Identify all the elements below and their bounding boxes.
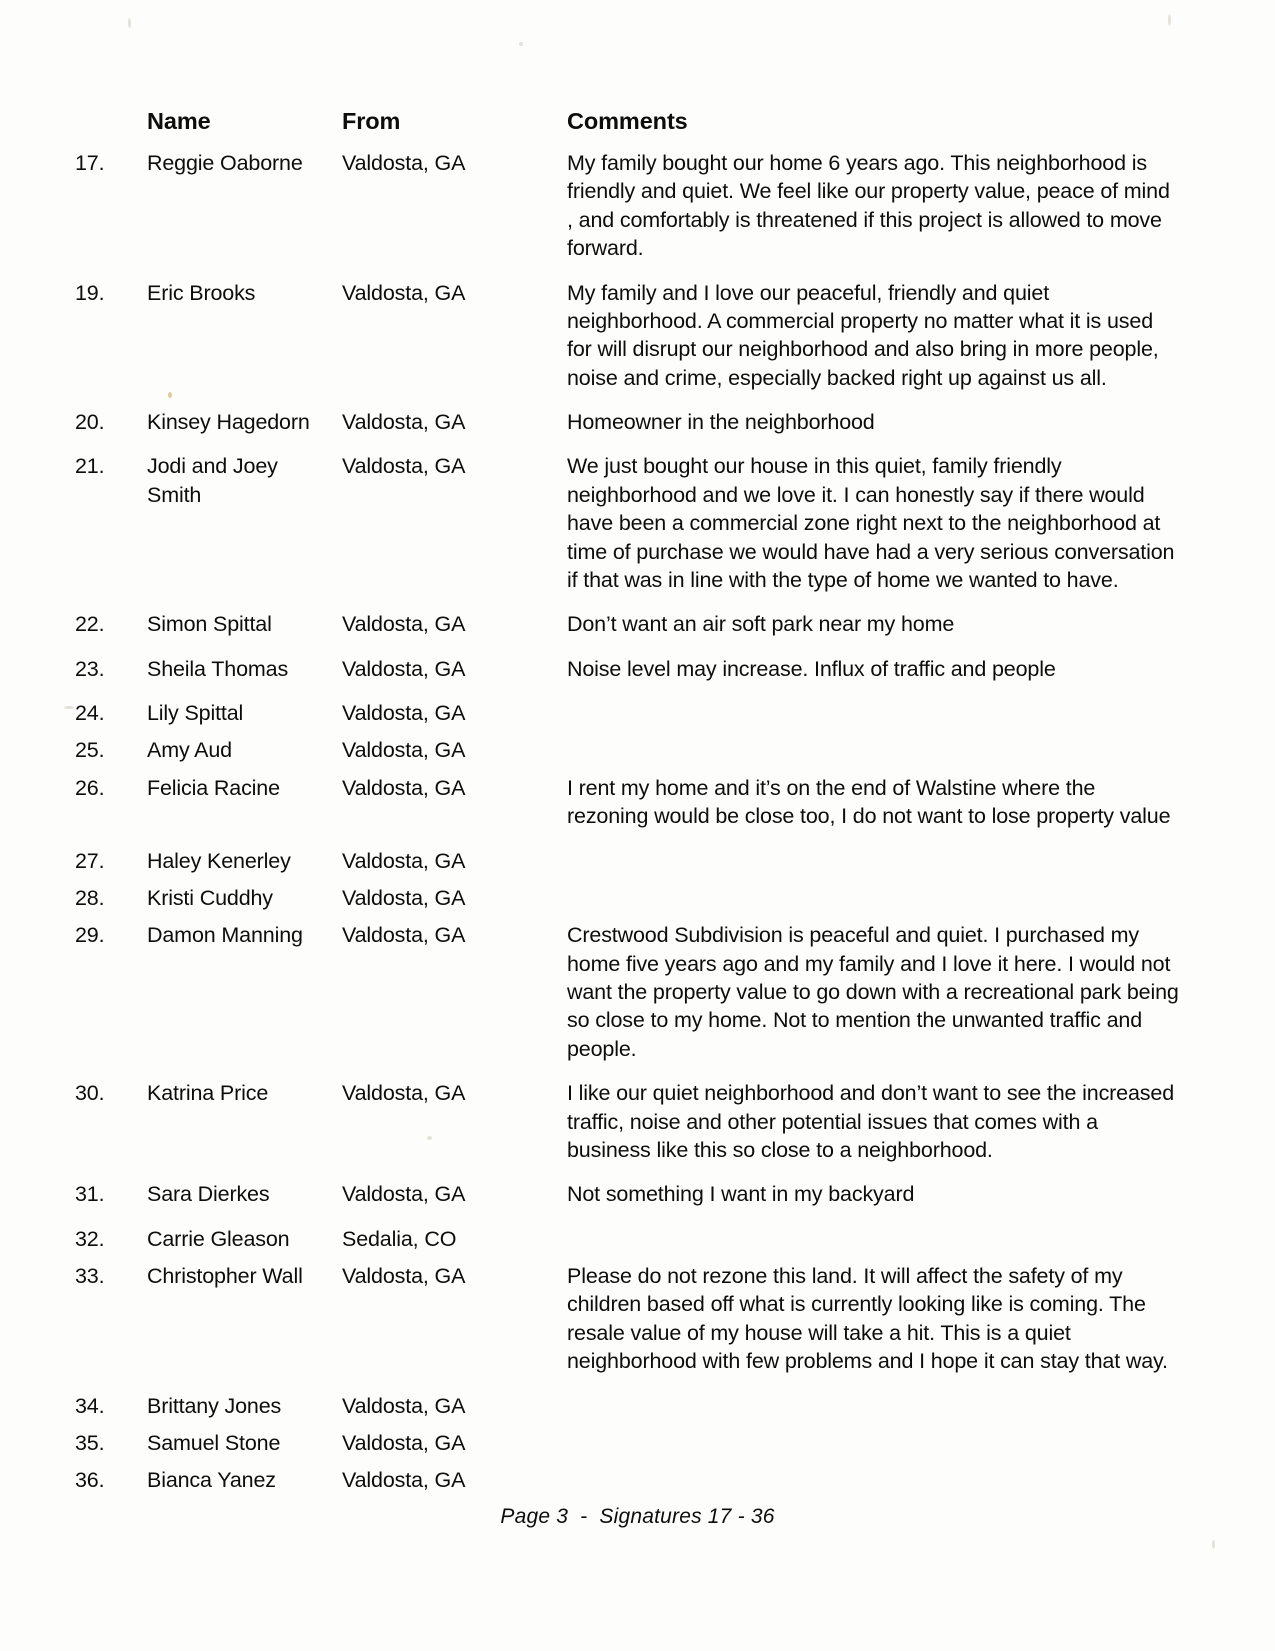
row-comment — [567, 847, 1185, 884]
scan-speck — [64, 706, 74, 709]
row-name: Simon Spittal — [147, 612, 272, 637]
row-from: Valdosta, GA — [342, 151, 466, 175]
row-name: Felicia Racine — [147, 775, 280, 800]
row-name: Sheila Thomas — [147, 656, 289, 681]
row-number: 24. — [75, 701, 105, 725]
row-name: Christopher Wall — [147, 1264, 303, 1288]
row-from: Valdosta, GA — [342, 656, 466, 681]
row-number: 32. — [75, 1226, 105, 1251]
row-from: Valdosta, GA — [342, 738, 466, 763]
row-comment — [567, 736, 1185, 773]
table-row — [75, 1180, 1185, 1224]
table-row — [75, 408, 1185, 452]
row-comment — [567, 884, 1185, 921]
column-header-number — [75, 108, 147, 149]
row-comment: My family bought our home 6 years ago. This neighborhood is friendly and quiet. We feel like our property value, peace of mind , and comfortably is threatened if this project is allowed to move forward. — [567, 151, 1170, 261]
page-footer — [0, 1505, 1275, 1529]
row-from: Valdosta, GA — [342, 923, 466, 948]
row-name: Reggie Oaborne — [147, 151, 303, 175]
row-comment: I like our quiet neighborhood and don’t want to see the increased traffic, noise and other potential issues that comes with a business like this so close to a neighborhood. — [567, 1081, 1175, 1162]
table-row — [75, 1392, 1185, 1429]
table-row — [75, 279, 1185, 409]
row-from: Valdosta, GA — [342, 1264, 466, 1288]
row-from: Sedalia, CO — [342, 1226, 457, 1251]
row-from: Valdosta, GA — [342, 848, 466, 873]
row-comment: Homeowner in the neighborhood — [567, 410, 875, 434]
row-from: Valdosta, GA — [342, 454, 466, 479]
row-name: Amy Aud — [147, 738, 232, 763]
row-number: 21. — [75, 454, 105, 479]
table-row — [75, 1079, 1185, 1180]
row-number: 34. — [75, 1393, 105, 1418]
row-number: 27. — [75, 848, 105, 873]
table-row — [75, 1429, 1185, 1466]
row-comment — [567, 1392, 1185, 1429]
row-number: 25. — [75, 738, 105, 763]
row-comment — [567, 1429, 1185, 1466]
row-from: Valdosta, GA — [342, 1182, 466, 1207]
row-comment: I rent my home and it’s on the end of Walstine where the rezoning would be close too, I do not want to lose property value — [567, 775, 1171, 829]
row-number: 30. — [75, 1081, 105, 1106]
row-number: 36. — [75, 1468, 105, 1493]
row-name: Samuel Stone — [147, 1430, 281, 1455]
row-number: 35. — [75, 1430, 105, 1455]
row-number: 29. — [75, 923, 105, 948]
row-name: Katrina Price — [147, 1081, 269, 1106]
row-comment: Don’t want an air soft park near my home — [567, 612, 955, 637]
footer-range-label: Signatures 17 - 36 — [599, 1505, 775, 1528]
row-number: 33. — [75, 1264, 105, 1288]
table-row — [75, 655, 1185, 699]
row-comment — [567, 1466, 1185, 1503]
row-number: 23. — [75, 656, 105, 681]
column-header-comments: Comments — [567, 108, 688, 134]
table-row — [75, 1262, 1185, 1392]
row-from: Valdosta, GA — [342, 775, 466, 800]
table-row — [75, 149, 1185, 279]
row-from: Valdosta, GA — [342, 1430, 466, 1455]
row-name: Kinsey Hagedorn — [147, 410, 310, 434]
signature-table — [75, 108, 1185, 1504]
row-number: 31. — [75, 1182, 105, 1207]
table-row — [75, 847, 1185, 884]
table-row — [75, 921, 1185, 1079]
row-comment: Crestwood Subdivision is peaceful and quiet. I purchased my home five years ago and my family and I love it here. I would not want the property value to go down with a recreational park being so close to my home. Not to mention the unwanted traffic and people. — [567, 923, 1179, 1061]
row-from: Valdosta, GA — [342, 612, 466, 637]
footer-page-label: Page 3 — [500, 1505, 569, 1528]
signature-table-body — [75, 149, 1185, 1504]
table-row — [75, 1225, 1185, 1262]
row-comment — [567, 699, 1185, 736]
table-header-row — [75, 108, 1185, 149]
row-name: Damon Manning — [147, 923, 303, 948]
row-number: 20. — [75, 410, 105, 434]
row-name: Jodi and Joey Smith — [147, 454, 278, 507]
table-row — [75, 452, 1185, 610]
row-comment: Please do not rezone this land. It will affect the safety of my children based off what is currently looking like is coming. The resale value of my house will take a hit. This is a quiet neighborhood with few problems and I hope it can stay that way. — [567, 1264, 1168, 1374]
table-row — [75, 736, 1185, 773]
table-row — [75, 1466, 1185, 1503]
row-number: 19. — [75, 280, 105, 305]
column-header-name: Name — [147, 108, 211, 134]
row-from: Valdosta, GA — [342, 701, 466, 725]
row-from: Valdosta, GA — [342, 410, 466, 434]
row-number: 22. — [75, 612, 105, 637]
row-name: Eric Brooks — [147, 280, 256, 305]
table-row — [75, 774, 1185, 847]
scan-speck — [1212, 1540, 1215, 1549]
row-name: Brittany Jones — [147, 1393, 282, 1418]
row-name: Lily Spittal — [147, 701, 244, 725]
row-number: 26. — [75, 775, 105, 800]
row-name: Sara Dierkes — [147, 1182, 270, 1207]
scan-speck — [128, 18, 131, 28]
row-from: Valdosta, GA — [342, 280, 466, 305]
row-name: Kristi Cuddhy — [147, 885, 273, 910]
column-header-from: From — [342, 108, 401, 134]
row-comment — [567, 1225, 1185, 1262]
row-from: Valdosta, GA — [342, 1468, 466, 1493]
row-number: 17. — [75, 151, 105, 175]
scan-speck — [1168, 14, 1171, 26]
row-from: Valdosta, GA — [342, 885, 466, 910]
footer-separator: - — [580, 1505, 588, 1528]
row-comment: We just bought our house in this quiet, family friendly neighborhood and we love it. I can honestly say if there would have been a commercial zone right next to the neighborhood at time of purchase we would have had a very serious conversation if that was in line with the type of home we wanted to have. — [567, 454, 1175, 592]
table-row — [75, 699, 1185, 736]
row-name: Bianca Yanez — [147, 1468, 276, 1493]
table-row — [75, 884, 1185, 921]
row-comment: Not something I want in my backyard — [567, 1182, 915, 1207]
row-comment: My family and I love our peaceful, friendly and quiet neighborhood. A commercial property no matter what it is used for will disrupt our neighborhood and also bring in more people, noise and crime, especially backed right up against us all. — [567, 280, 1159, 390]
row-comment: Noise level may increase. Influx of traffic and people — [567, 656, 1056, 681]
row-name: Haley Kenerley — [147, 848, 291, 873]
table-row — [75, 610, 1185, 654]
row-from: Valdosta, GA — [342, 1393, 466, 1418]
scan-speck — [519, 42, 523, 46]
signature-table-container — [75, 108, 1185, 1504]
row-from: Valdosta, GA — [342, 1081, 466, 1106]
row-name: Carrie Gleason — [147, 1226, 290, 1251]
row-number: 28. — [75, 885, 105, 910]
